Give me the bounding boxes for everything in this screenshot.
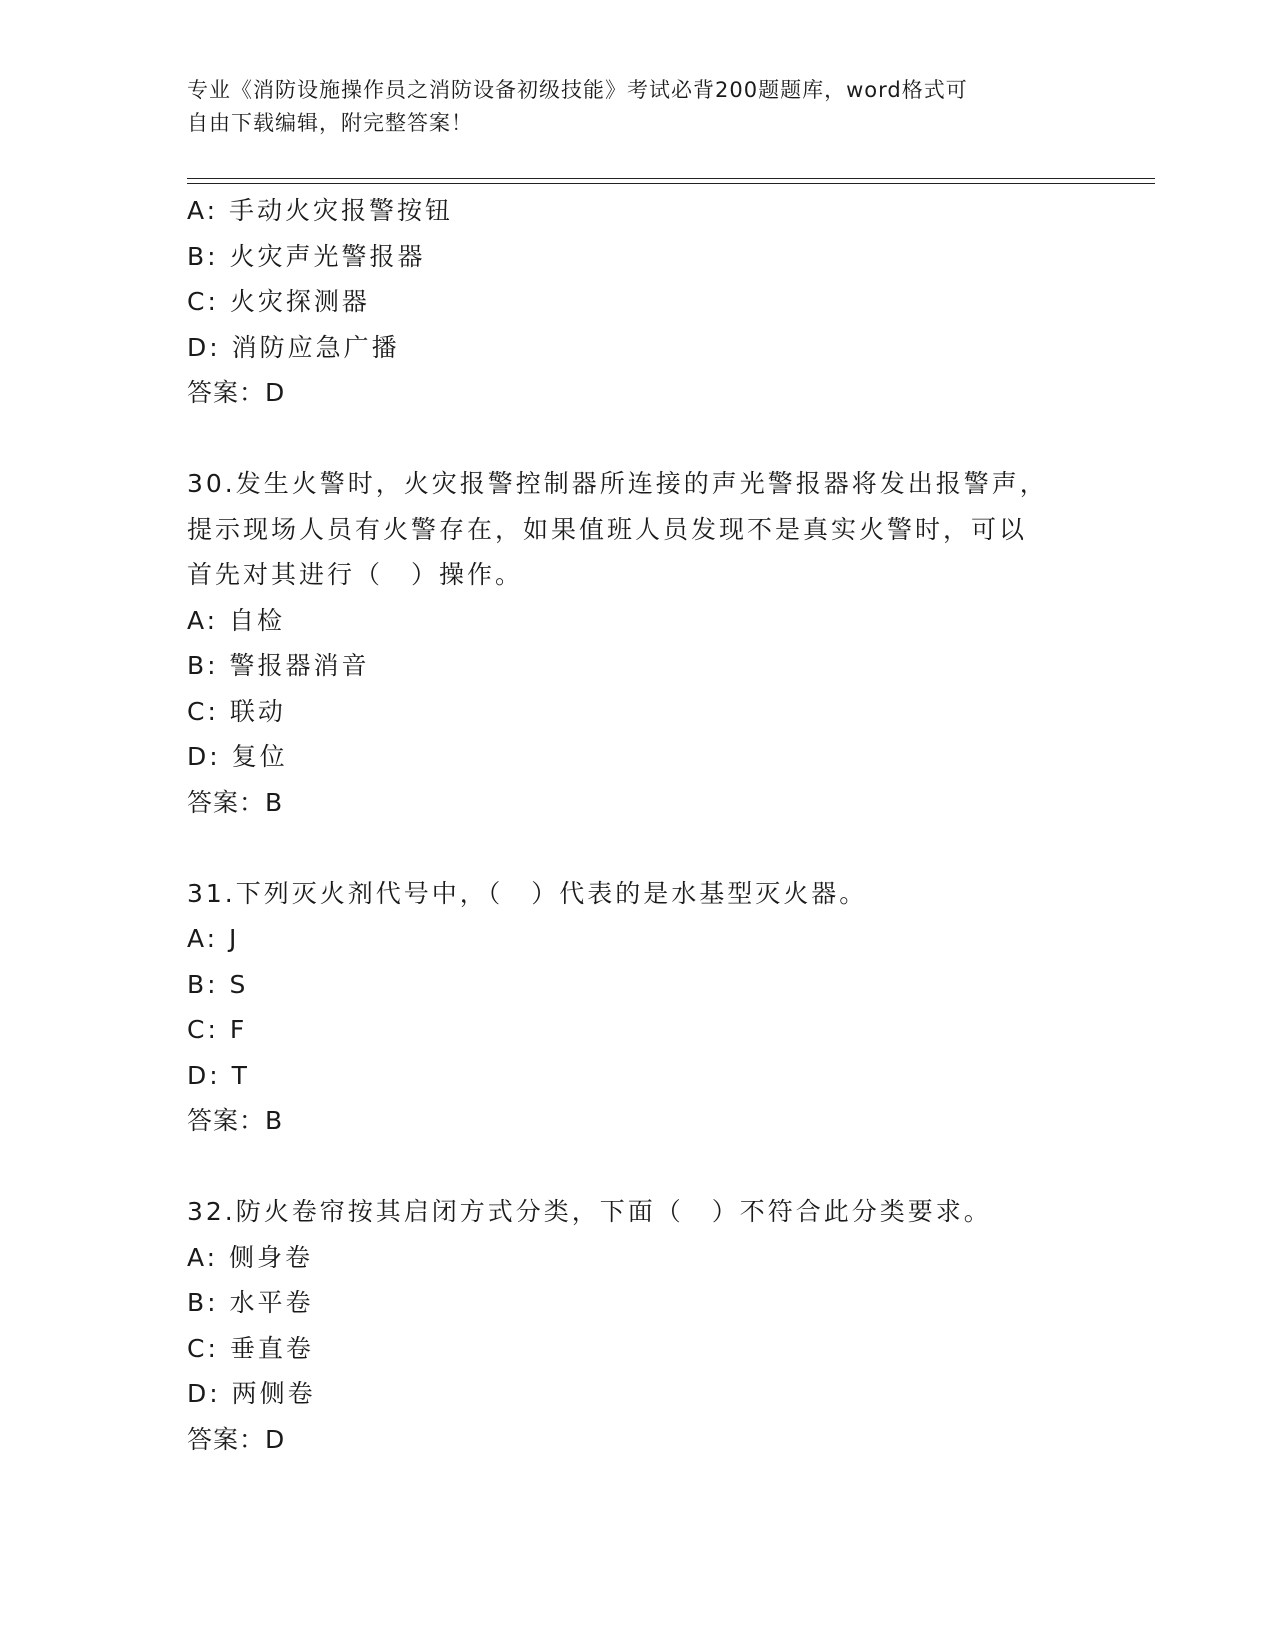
option-b: B: 火灾声光警报器 — [187, 241, 426, 271]
option-a: A: J — [187, 924, 240, 953]
header-line-1: 专业《消防设施操作员之消防设备初级技能》考试必背200题题库，word格式可 — [187, 78, 968, 102]
question-29 — [187, 188, 1087, 416]
option-b: B: 水平卷 — [187, 1288, 314, 1317]
question-stem-line-1: 31.下列灭火剂代号中，（ ）代表的是水基型灭火器。 — [187, 878, 868, 908]
answer: 答案：D — [187, 1424, 286, 1454]
option-b: B: 警报器消音 — [187, 651, 370, 680]
question-32 — [187, 1189, 1087, 1462]
option-c: C: 垂直卷 — [187, 1333, 314, 1363]
question-stem-line-1: 32.防火卷帘按其启闭方式分类，下面（ ）不符合此分类要求。 — [187, 1197, 992, 1226]
question-31 — [187, 871, 1087, 1144]
option-a: A: 侧身卷 — [187, 1242, 314, 1272]
spacer — [187, 416, 1087, 462]
spacer — [187, 825, 1087, 871]
option-a: A: 手动火灾报警按钮 — [187, 196, 454, 225]
question-stem-line-2: 提示现场人员有火警存在，如果值班人员发现不是真实火警时，可以 — [187, 514, 1028, 544]
question-list — [187, 188, 1087, 1462]
answer: 答案：B — [187, 787, 284, 817]
header-divider-top — [187, 178, 1155, 179]
question-stem-line-1: 30.发生火警时，火灾报警控制器所连接的声光警报器将发出报警声， — [187, 469, 1048, 498]
question-stem-line-3: 首先对其进行（ ）操作。 — [187, 560, 524, 589]
question-30 — [187, 461, 1087, 825]
spacer — [187, 1144, 1087, 1190]
header-divider-bottom — [187, 183, 1155, 184]
header-line-2: 自由下载编辑，附完整答案！ — [187, 111, 473, 135]
option-c: C: 联动 — [187, 696, 286, 726]
option-d: D: 消防应急广播 — [187, 332, 400, 362]
option-b: B: S — [187, 969, 249, 999]
option-d: D: 两侧卷 — [187, 1379, 316, 1408]
answer: 答案：D — [187, 378, 286, 407]
option-c: C: 火灾探测器 — [187, 287, 370, 316]
document-header — [187, 74, 1067, 140]
option-c: C: F — [187, 1015, 248, 1044]
option-d: D: T — [187, 1060, 250, 1090]
answer: 答案：B — [187, 1106, 284, 1135]
option-a: A: 自检 — [187, 605, 286, 635]
option-d: D: 复位 — [187, 742, 288, 771]
